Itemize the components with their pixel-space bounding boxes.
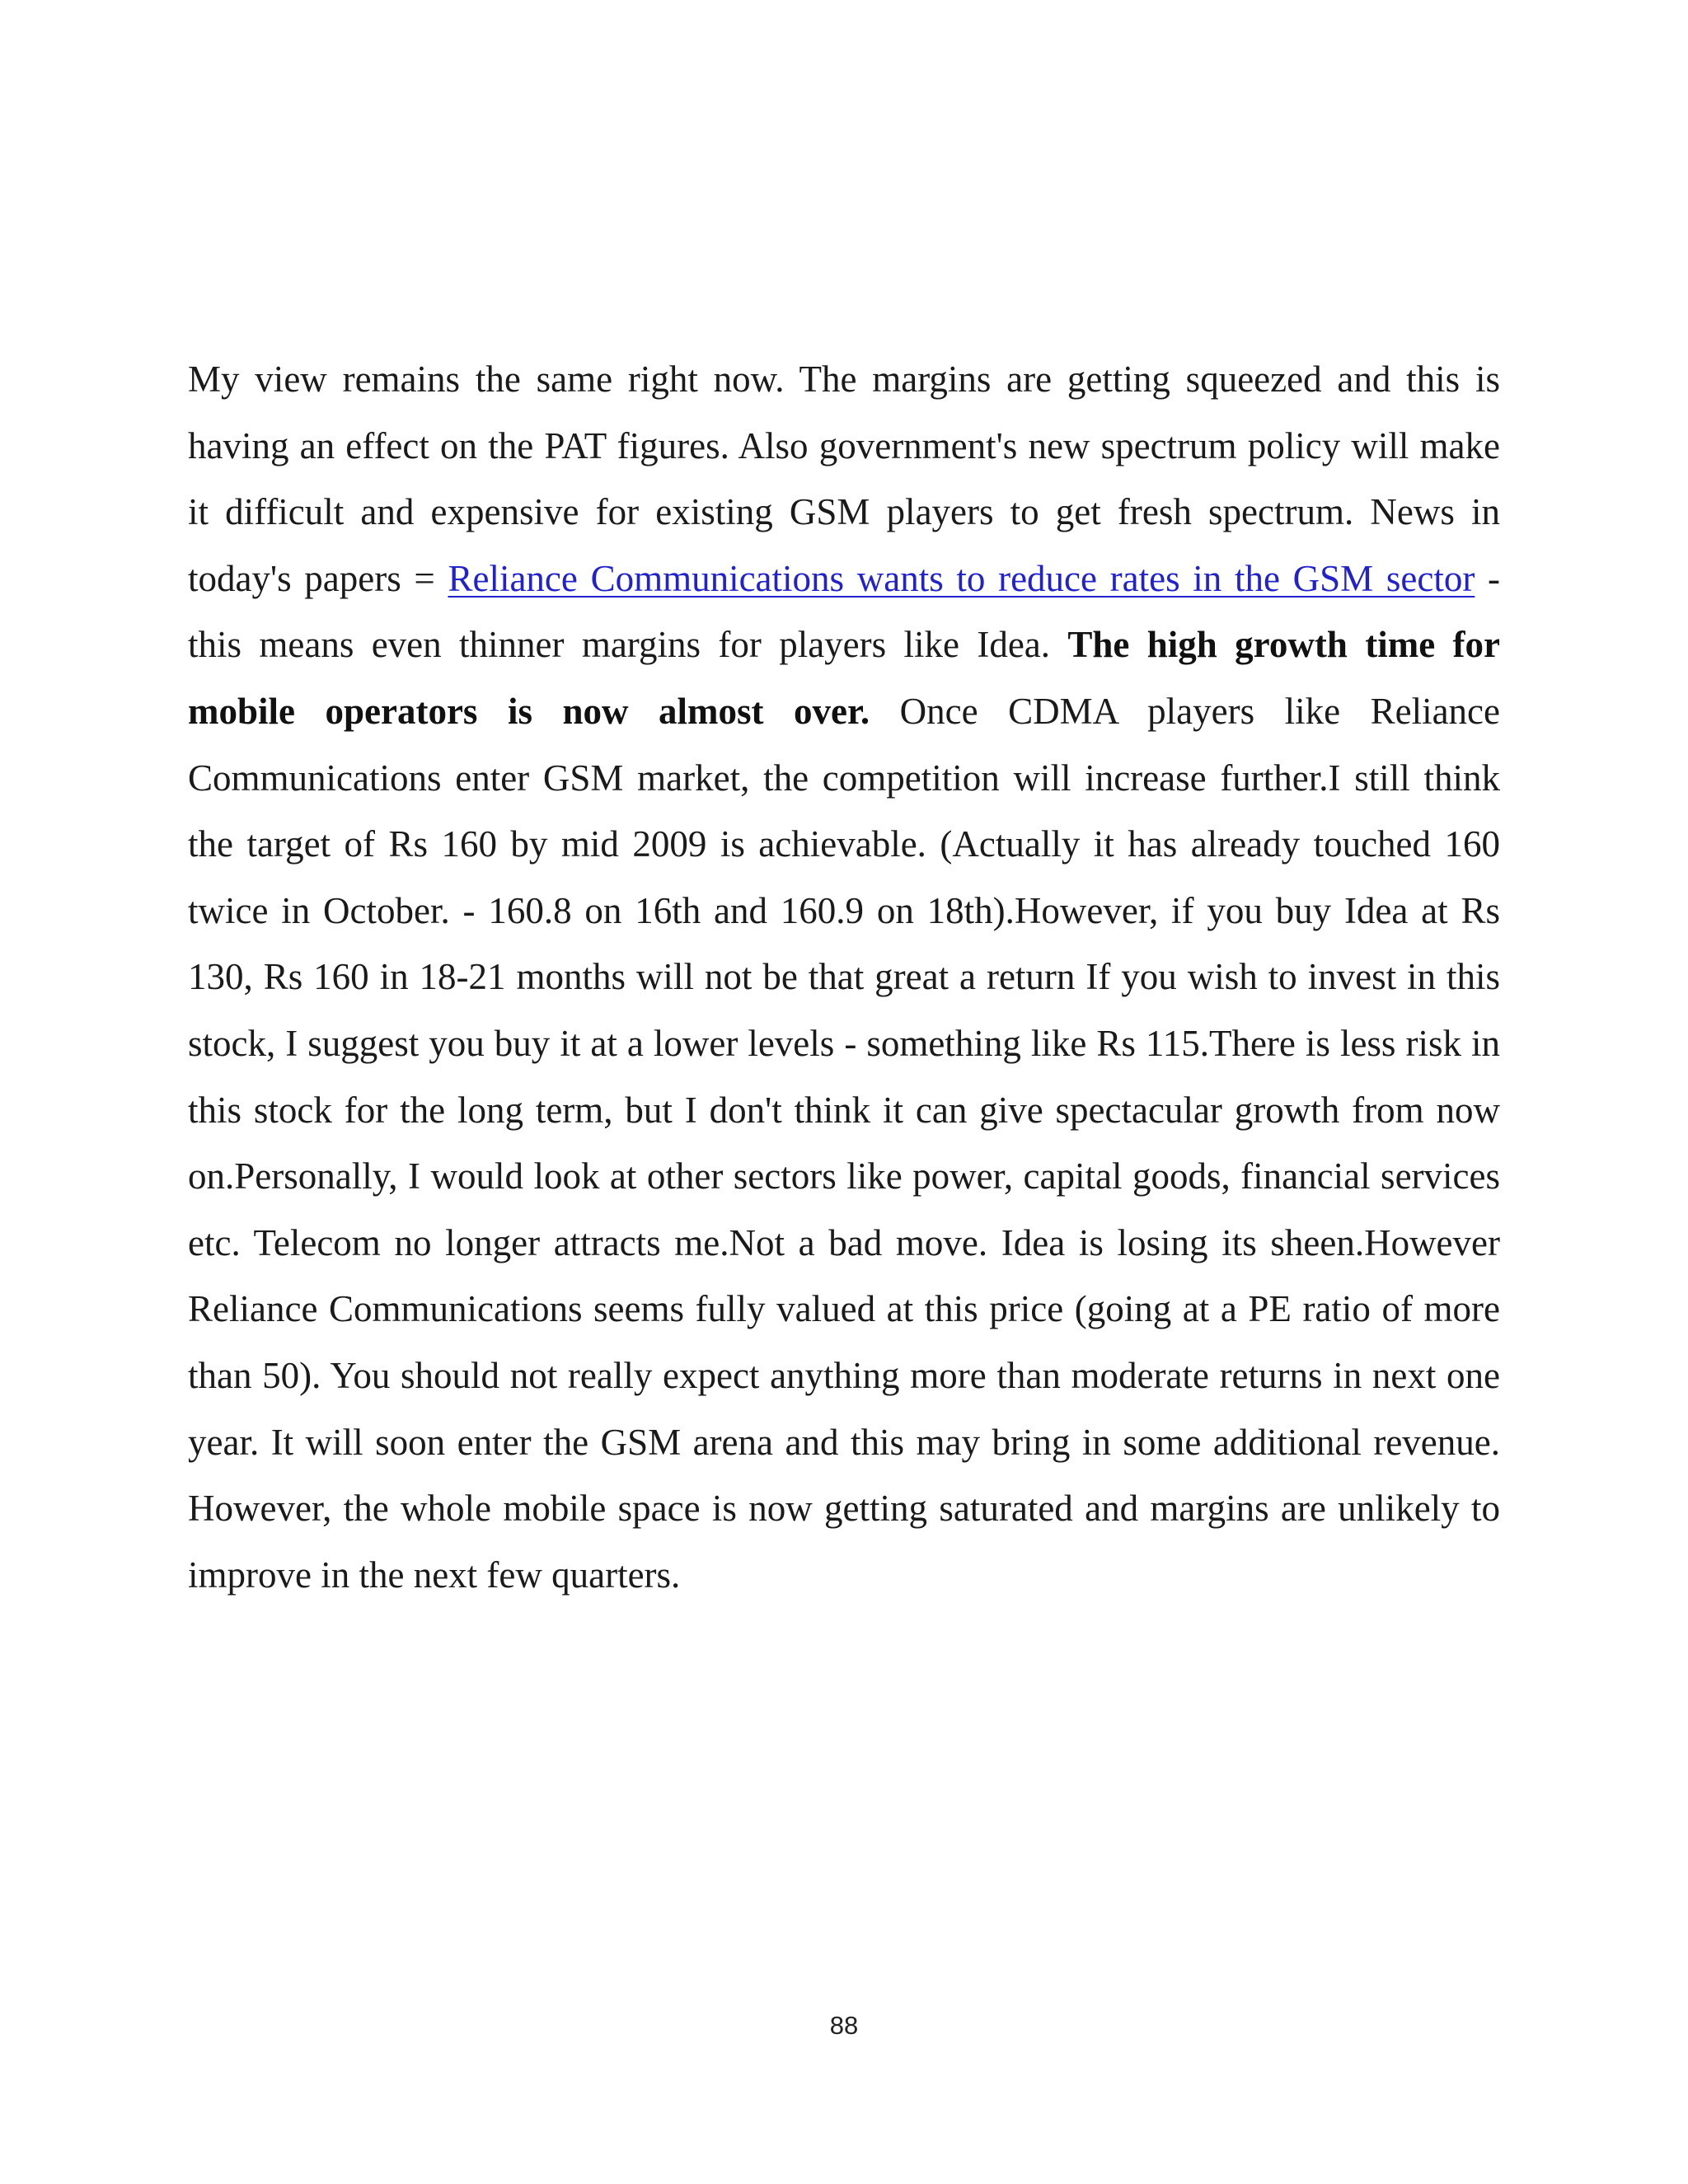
paragraph-text-body: Once CDMA players like Reliance Communications enter GSM market, the competition will increase further.I still think the target of Rs 160 by mid 2009 is achievable. (Actually it has already touched 160 twice in October. - 160.8 on 16th and 160.9 on 18th).However, if you buy Idea at Rs 130, Rs 160 in 18-21 months will not be that great a return If you wish to invest in this stock, I suggest you buy it at a lower levels - something like Rs 115.There is less risk in this stock for the long term, but I don't think it can give spectacular growth from now on.Personally, I would look at other sectors like power, capital goods, financial services etc. Telecom no longer attracts me.Not a bad move. Idea is losing its sheen.However Reliance Communications seems fully valued at this price (going at a PE ratio of more than 50). You should not really expect anything more than moderate returns in next one year. It will soon enter the GSM arena and this may bring in some additional revenue. However, the whole mobile space is now getting saturated and margins are unlikely to improve in the next few quarters. (188, 690, 1500, 1596)
page-number: 88 (829, 2011, 859, 2040)
paragraph-text-margins: - this means even thinner margins for players like Idea. (188, 557, 1500, 666)
body-paragraph (188, 346, 1500, 1608)
reliance-news-link[interactable]: Reliance Communications wants to reduce rates in the GSM sector (448, 557, 1475, 599)
paragraph-text-intro: My view remains the same right now. The margins are getting squeezed and this is having an effect on the PAT figures. Also government's new spectrum policy will make it difficult and expensive for existing GSM players to get fresh spectrum. News in today's papers = (188, 359, 1500, 599)
bold-statement: The high growth time for mobile operators is now almost over. (188, 624, 1500, 732)
